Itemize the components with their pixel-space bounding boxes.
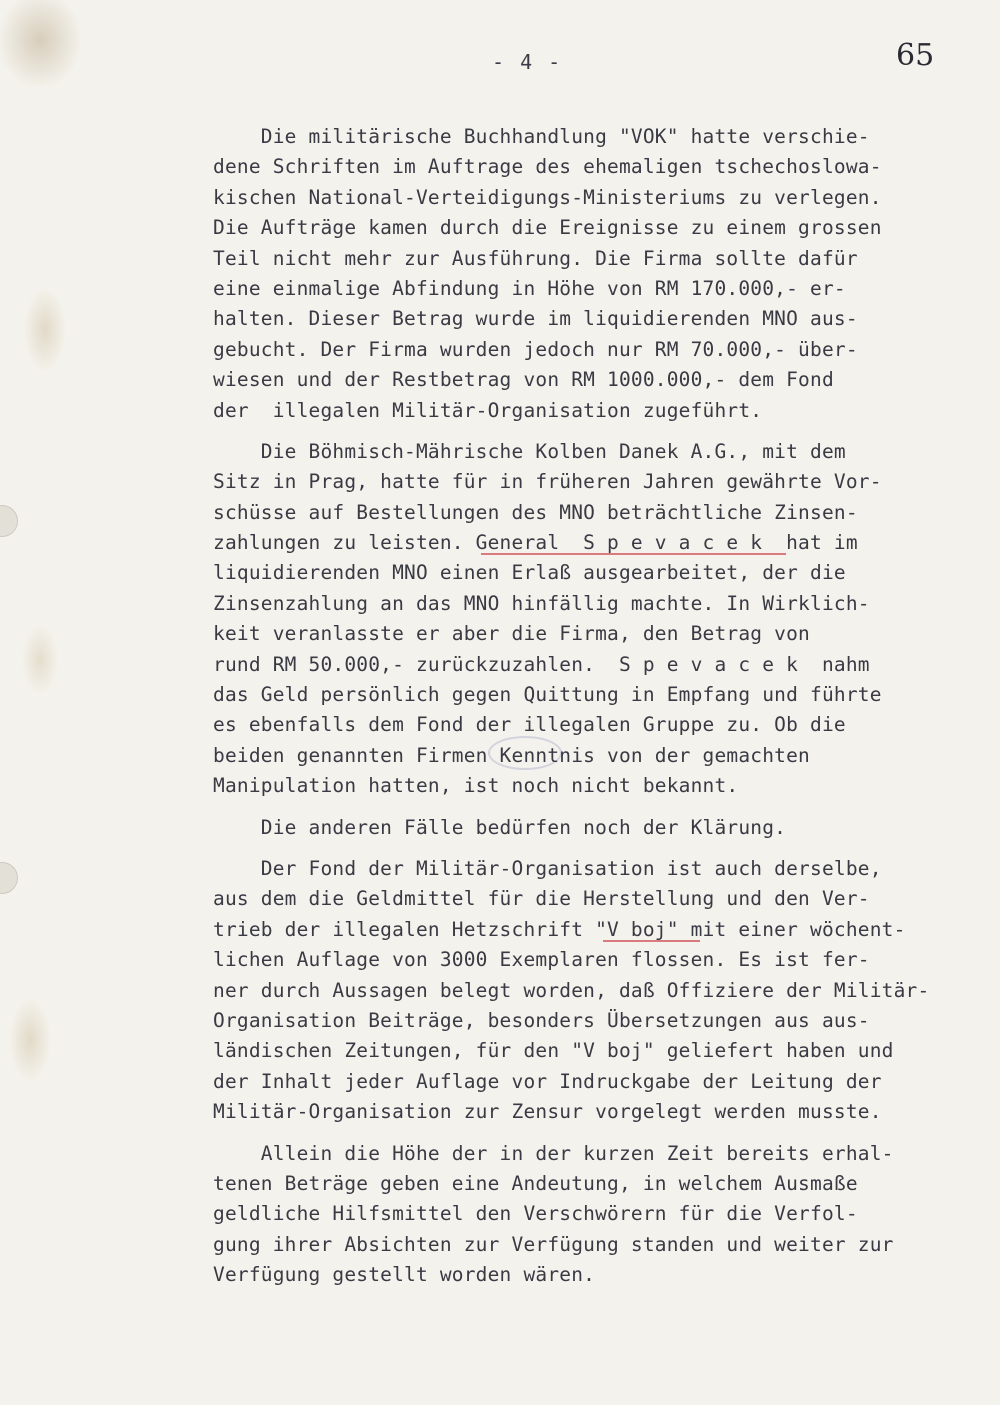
text-line: zahlungen zu leisten. General S p e v a c e k hat im (213, 531, 858, 555)
text-line: Die Böhmisch-Mährische Kolben Danek A.G., mit dem (213, 439, 846, 463)
text-line: Die anderen Fälle bedürfen noch der Klärung. (213, 815, 787, 839)
text-line: trieb der illegalen Hetzschrift "V boj" mit einer wöchent- (213, 917, 906, 941)
paragraph (213, 854, 943, 1128)
folio-number: 65 (896, 38, 935, 73)
text-line: lichen Auflage von 3000 Exemplaren flossen. Es ist fer- (213, 948, 870, 972)
text-line: Die Aufträge kamen durch die Ereignisse zu einem grossen (213, 216, 882, 240)
page-number: - 4 - (492, 50, 563, 74)
text-line: ner durch Aussagen belegt worden, daß Offiziere der Militär- (213, 978, 930, 1002)
document-body (213, 122, 943, 1301)
text-line: Manipulation hatten, ist noch nicht bekannt. (213, 774, 739, 798)
paragraph (213, 1139, 943, 1291)
punch-hole-top (0, 505, 18, 537)
text-line: Der Fond der Militär-Organisation ist auch derselbe, (213, 856, 882, 880)
text-line: Verfügung gestellt worden wären. (213, 1263, 596, 1287)
text-line: gebucht. Der Firma wurden jedoch nur RM 70.000,- über- (213, 337, 858, 361)
paragraph (213, 437, 943, 802)
paragraph (213, 813, 943, 843)
text-line: es ebenfalls dem Fond der illegalen Gruppe zu. Ob die (213, 713, 846, 737)
text-line: liquidierenden MNO einen Erlaß ausgearbeitet, der die (213, 561, 846, 585)
text-line: der Inhalt jeder Auflage vor Indruckgabe der Leitung der (213, 1069, 882, 1093)
text-line: kischen National-Verteidigungs-Ministeriums zu verlegen. (213, 185, 882, 209)
text-line: eine einmalige Abfindung in Höhe von RM 170.000,- er- (213, 276, 846, 300)
text-line: rund RM 50.000,- zurückzuzahlen. S p e v a c e k nahm (213, 652, 870, 676)
text-line: schüsse auf Bestellungen des MNO beträchtliche Zinsen- (213, 500, 858, 524)
text-line: tenen Beträge geben eine Andeutung, in welchem Ausmaße (213, 1171, 858, 1195)
text-line: Teil nicht mehr zur Ausführung. Die Firma sollte dafür (213, 246, 858, 270)
text-line: beiden genannten Firmen Kenntnis von der gemachten (213, 743, 810, 767)
text-line: halten. Dieser Betrag wurde im liquidierenden MNO aus- (213, 307, 858, 331)
paragraph (213, 122, 943, 426)
text-line: dene Schriften im Auftrage des ehemaligen tschechoslowa- (213, 155, 882, 179)
text-line: keit veranlasste er aber die Firma, den Betrag von (213, 622, 810, 646)
text-line: Zinsenzahlung an das MNO hinfällig machte. In Wirklich- (213, 591, 870, 615)
text-line: Organisation Beiträge, besonders Übersetzungen aus aus- (213, 1008, 870, 1032)
punch-hole-bottom (0, 862, 18, 894)
text-line: gung ihrer Absichten zur Verfügung standen und weiter zur (213, 1232, 894, 1256)
text-line: Die militärische Buchhandlung "VOK" hatte verschie- (213, 125, 870, 148)
text-line: Sitz in Prag, hatte für in früheren Jahren gewährte Vor- (213, 470, 882, 494)
text-line: Militär-Organisation zur Zensur vorgelegt werden musste. (213, 1100, 882, 1124)
text-line: der illegalen Militär-Organisation zugeführt. (213, 398, 763, 422)
text-line: wiesen und der Restbetrag von RM 1000.000,- dem Fond (213, 368, 834, 392)
text-line: aus dem die Geldmittel für die Herstellung und den Ver- (213, 887, 870, 911)
text-line: geldliche Hilfsmittel den Verschwörern für die Verfol- (213, 1202, 858, 1226)
text-line: ländischen Zeitungen, für den "V boj" geliefert haben und (213, 1039, 894, 1063)
text-line: Allein die Höhe der in der kurzen Zeit bereits erhal- (213, 1141, 894, 1165)
text-line: das Geld persönlich gegen Quittung in Empfang und führte (213, 683, 882, 707)
